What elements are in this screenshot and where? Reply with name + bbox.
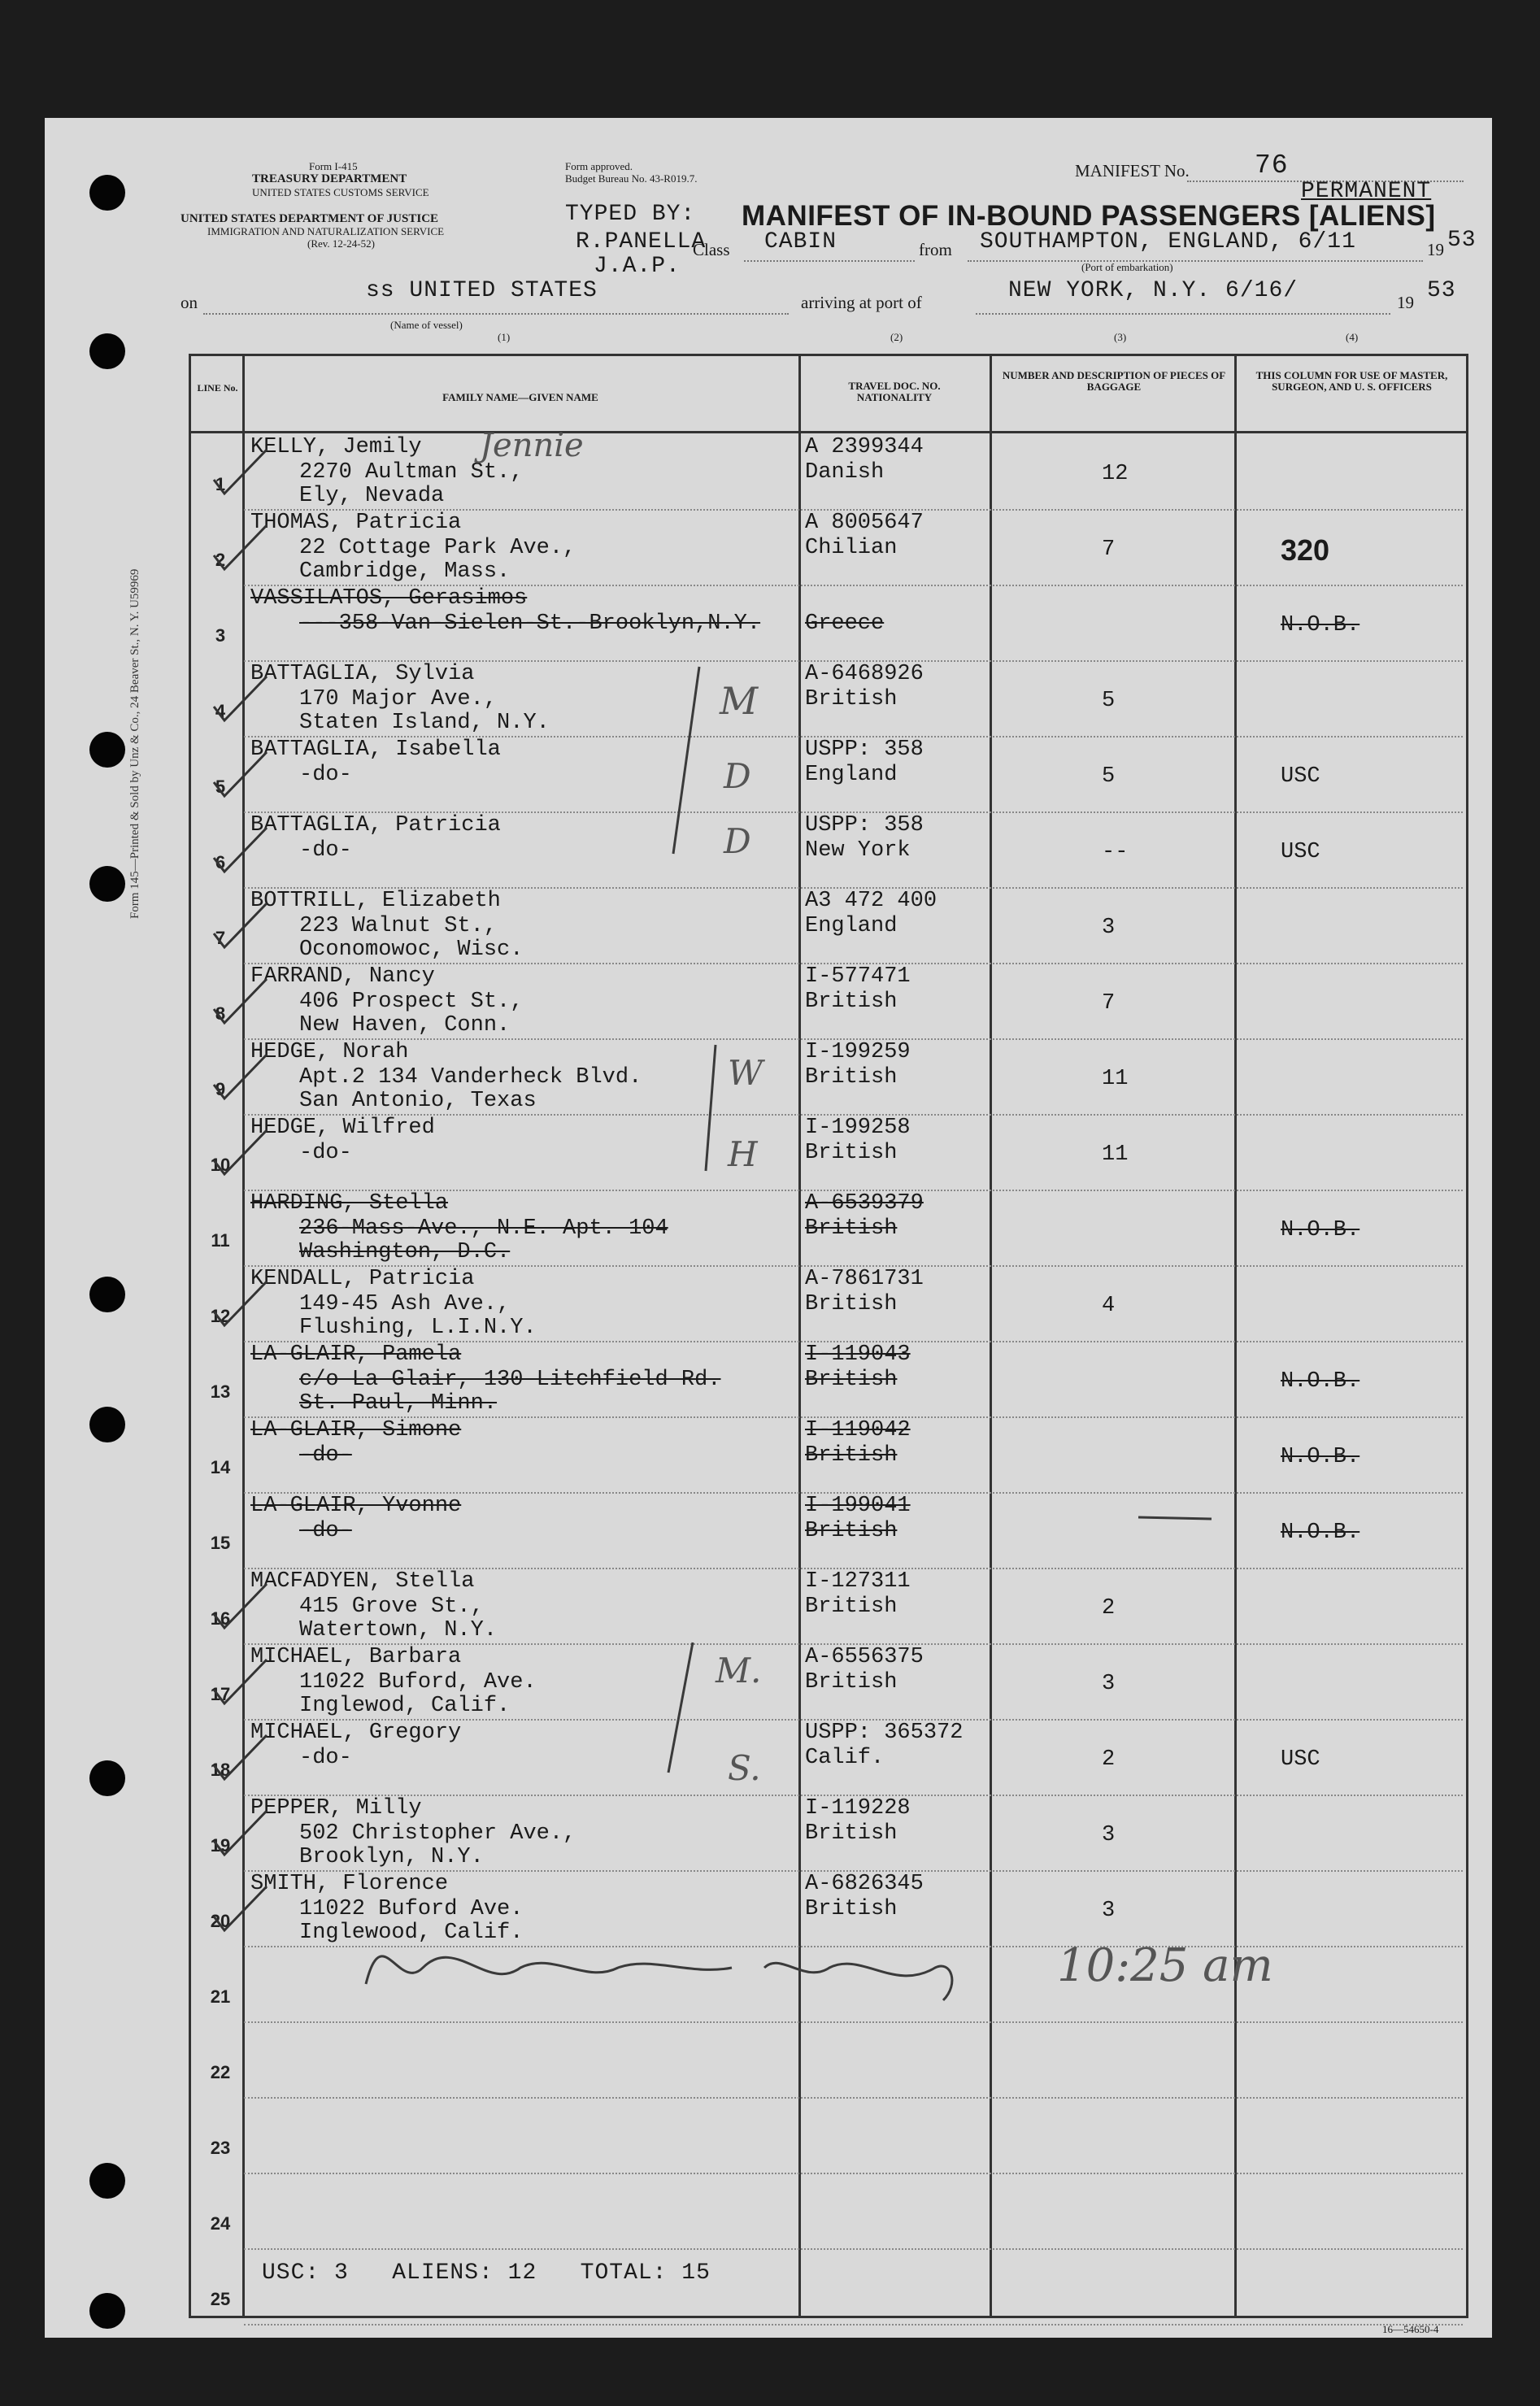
travel-doc-no: I-119042 — [805, 1418, 911, 1442]
travel-doc-no: USPP: 358 — [805, 737, 924, 762]
binder-hole-icon — [89, 1760, 125, 1796]
line-number: 5 — [215, 777, 226, 797]
totals-line: USC: 3 ALIENS: 12 TOTAL: 15 — [262, 2260, 711, 2286]
col-num-1: (1) — [498, 331, 511, 343]
arrival-port: NEW YORK, N.Y. 6/16/ — [1008, 278, 1299, 303]
baggage-count: 7 — [1102, 537, 1116, 562]
line-number: 17 — [210, 1684, 231, 1704]
travel-doc-no: A-6539379 — [805, 1191, 924, 1216]
travel-doc-no: A-6468926 — [805, 662, 924, 686]
passenger-name: SMITH, Florence — [250, 1872, 449, 1896]
binder-hole-icon — [89, 732, 125, 768]
travel-doc-no: A-7861731 — [805, 1267, 924, 1291]
line-number: 8 — [215, 1003, 226, 1024]
address-line-2: Washington, D.C. — [299, 1240, 511, 1264]
passenger-name: LA-GLAIR, Pamela — [250, 1342, 462, 1367]
table-row — [244, 2173, 1463, 2250]
line-number: 23 — [210, 2138, 231, 2158]
address-line-1: -do- — [299, 1141, 352, 1165]
typed-by: R.PANELLA — [576, 229, 707, 255]
line-number: 21 — [210, 1986, 231, 2007]
handwriting-m2: M. — [716, 1651, 762, 1690]
col-num-4: (4) — [1346, 331, 1359, 343]
binder-hole-icon — [89, 2163, 125, 2199]
line-number: 13 — [210, 1381, 231, 1402]
address-line-1: 11022 Buford, Ave. — [299, 1670, 537, 1695]
officer-notes: N.O.B. — [1281, 1445, 1360, 1469]
year-prefix: 19 — [1427, 240, 1444, 259]
passenger-name: LA-GLAIR, Simone — [250, 1418, 462, 1442]
checkmark-icon — [202, 746, 275, 803]
baggage-count: 5 — [1102, 689, 1116, 713]
line-number: 6 — [215, 852, 226, 872]
travel-doc-no: USPP: 358 — [805, 813, 924, 838]
address-line-1: 415 Grove St., — [299, 1595, 484, 1619]
address-line-2: Cambridge, Mass. — [299, 559, 511, 584]
table-row — [244, 2021, 1463, 2099]
col-num-2: (2) — [890, 331, 903, 343]
handwriting-w: W — [728, 1053, 763, 1093]
passenger-name: MICHAEL, Gregory — [250, 1721, 462, 1745]
line-number: 4 — [215, 701, 226, 721]
address-line-2: Watertown, N.Y. — [299, 1618, 498, 1642]
address-line-1: -do- — [299, 1746, 352, 1770]
line-number: 14 — [210, 1457, 231, 1477]
checkmark-icon — [202, 1804, 275, 1861]
nationality: Danish — [805, 460, 885, 485]
passenger-name: BATTAGLIA, Isabella — [250, 737, 501, 762]
passenger-name: MICHAEL, Barbara — [250, 1645, 462, 1669]
class-label: Class — [693, 240, 730, 259]
baggage-count: 12 — [1102, 462, 1129, 486]
address-line-1: -do- — [299, 1519, 352, 1543]
officer-notes: N.O.B. — [1281, 1521, 1360, 1545]
col-header-line-no: LINE No. — [197, 382, 238, 394]
line-number: 16 — [210, 1608, 231, 1629]
nationality: British — [805, 1595, 898, 1619]
baggage-count: 11 — [1102, 1142, 1129, 1167]
permanent-stamp: PERMANENT — [1301, 179, 1432, 204]
address-line-1: c/o La Glair, 130 Litchfield Rd. — [299, 1368, 721, 1392]
nationality: British — [805, 1141, 898, 1165]
address-line-1: 170 Major Ave., — [299, 687, 498, 711]
line-number: 10 — [210, 1155, 231, 1175]
nationality: British — [805, 1519, 898, 1543]
line-number: 19 — [210, 1835, 231, 1856]
address-line-1: ---358-Van-Sielen-St.-Brooklyn,N.Y. — [299, 611, 761, 636]
form-number: Form I-415 — [309, 160, 358, 172]
line-number: 9 — [215, 1079, 226, 1099]
checkmark-icon — [202, 670, 275, 727]
nationality: British — [805, 687, 898, 711]
arriving-label: arriving at port of — [801, 293, 922, 312]
baggage-count: 2 — [1102, 1747, 1116, 1772]
handwriting-m: M — [720, 679, 759, 723]
binder-hole-icon — [89, 1407, 125, 1442]
travel-doc-no: A 2399344 — [805, 435, 924, 459]
line-number: 20 — [210, 1911, 231, 1931]
address-line-2: Flushing, L.I.N.Y. — [299, 1316, 537, 1340]
revision-label: (Rev. 12-24-52) — [307, 237, 375, 250]
address-line-2: Brooklyn, N.Y. — [299, 1845, 484, 1869]
checkmark-icon — [202, 1729, 275, 1786]
line-number: 24 — [210, 2213, 231, 2234]
nationality: British — [805, 1670, 898, 1695]
immigration-label: IMMIGRATION AND NATURALIZATION SERVICE — [207, 225, 445, 237]
officer-notes: 320 — [1281, 533, 1330, 567]
col-header-officers: THIS COLUMN FOR USE OF MASTER, SURGEON, AND U. S. OFFICERS — [1255, 369, 1448, 393]
address-line-1: 406 Prospect St., — [299, 990, 524, 1014]
customs-label: UNITED STATES CUSTOMS SERVICE — [252, 186, 429, 198]
passenger-name: BATTAGLIA, Patricia — [250, 813, 501, 838]
table-row — [244, 2097, 1463, 2174]
handwriting-d: D — [724, 821, 751, 861]
nationality: England — [805, 914, 898, 938]
year-prefix-2: 19 — [1397, 293, 1414, 312]
passenger-name: KENDALL, Patricia — [250, 1267, 475, 1291]
officer-notes: N.O.B. — [1281, 1369, 1360, 1394]
baggage-count: 3 — [1102, 916, 1116, 940]
address-line-2: St. Paul, Minn. — [299, 1391, 498, 1416]
travel-doc-no: I-119043 — [805, 1342, 911, 1367]
checkmark-icon — [202, 1880, 275, 1937]
travel-doc-no: A-6826345 — [805, 1872, 924, 1896]
nationality: British — [805, 1443, 898, 1468]
travel-doc-no: A3 472 400 — [805, 889, 937, 913]
nationality: Greece — [805, 611, 885, 636]
typed-by-label: TYPED BY: — [565, 202, 696, 227]
line-number: 15 — [210, 1533, 231, 1553]
baggage-count: 3 — [1102, 1899, 1116, 1923]
line-number: 25 — [210, 2289, 231, 2309]
passenger-name: HEDGE, Norah — [250, 1040, 409, 1064]
embark-caption: (Port of embarkation) — [1081, 261, 1173, 273]
class-value: CABIN — [764, 229, 837, 255]
passenger-name: VASSILATOS, Gerasimos — [250, 586, 528, 611]
travel-doc-no: I-199259 — [805, 1040, 911, 1064]
baggage-count: 3 — [1102, 1672, 1116, 1696]
travel-doc-no: A-6556375 — [805, 1645, 924, 1669]
address-line-1: -do- — [299, 763, 352, 787]
travel-doc-no: I-199041 — [805, 1494, 911, 1518]
address-line-2: Ely, Nevada — [299, 484, 445, 508]
passenger-name: HARDING, Stella — [250, 1191, 449, 1216]
line-number: 7 — [215, 928, 226, 948]
embark-year: 53 — [1447, 228, 1477, 253]
line-number: 18 — [210, 1760, 231, 1780]
line-number: 2 — [215, 550, 226, 570]
vessel-name: ss UNITED STATES — [366, 278, 598, 303]
checkmark-icon — [202, 1048, 275, 1105]
checkmark-icon — [202, 1577, 275, 1634]
checkmark-icon — [202, 972, 275, 1029]
handwritten-name-correction: Jennie — [480, 427, 584, 464]
line-number: 11 — [211, 1230, 230, 1251]
nationality: Chilian — [805, 536, 898, 560]
checkmark-icon — [202, 897, 275, 954]
address-line-2: Staten Island, N.Y. — [299, 711, 550, 735]
binder-hole-icon — [89, 866, 125, 902]
address-line-2: Inglewood, Calif. — [299, 1921, 524, 1945]
passenger-name: THOMAS, Patricia — [250, 511, 462, 535]
nationality: British — [805, 1897, 898, 1921]
checkmark-icon — [202, 821, 275, 878]
nationality: Calif. — [805, 1746, 885, 1770]
table-row — [244, 1946, 1463, 2023]
binder-hole-icon — [89, 2293, 125, 2329]
address-line-1: 11022 Buford Ave. — [299, 1897, 524, 1921]
passenger-name: MACFADYEN, Stella — [250, 1569, 475, 1594]
treasury-label: TREASURY DEPARTMENT — [252, 172, 407, 185]
baggage-count: 11 — [1102, 1067, 1129, 1091]
nationality: British — [805, 1065, 898, 1090]
address-line-1: Apt.2 134 Vanderheck Blvd. — [299, 1065, 642, 1090]
address-line-1: -do- — [299, 1443, 352, 1468]
binder-hole-icon — [89, 333, 125, 369]
arrival-year: 53 — [1427, 278, 1456, 303]
baggage-count: -- — [1102, 840, 1129, 864]
travel-doc-no: I-119228 — [805, 1796, 911, 1821]
baggage-count: 4 — [1102, 1294, 1116, 1318]
checkmark-icon — [202, 519, 275, 576]
nationality: British — [805, 990, 898, 1014]
typed-by-initials: J.A.P. — [594, 254, 681, 279]
budget-bureau: Budget Bureau No. 43-R019.7. — [565, 172, 698, 185]
nationality: New York — [805, 838, 911, 863]
officer-notes: N.O.B. — [1281, 613, 1360, 637]
line-number: 12 — [210, 1306, 231, 1326]
passenger-name: BATTAGLIA, Sylvia — [250, 662, 475, 686]
officer-notes: USC — [1281, 1747, 1320, 1772]
baggage-count: 5 — [1102, 764, 1116, 789]
col-header-travel-doc: TRAVEL DOC. NO. NATIONALITY — [848, 380, 941, 403]
manifest-number: 76 — [1255, 150, 1289, 181]
nationality: British — [805, 1368, 898, 1392]
manifest-no-label: MANIFEST No. — [1075, 161, 1190, 181]
binder-hole-icon — [89, 1277, 125, 1312]
handwriting-h: H — [728, 1134, 758, 1174]
passenger-name: LA-GLAIR, Yvonne — [250, 1494, 462, 1518]
form-code: 16—54650-4 — [1382, 2323, 1439, 2335]
address-line-2: New Haven, Conn. — [299, 1013, 511, 1038]
address-line-1: 2270 Aultman St., — [299, 460, 524, 485]
passenger-name: BOTTRILL, Elizabeth — [250, 889, 501, 913]
line-number: 22 — [210, 2062, 231, 2082]
address-line-1: 236-Mass-Ave., N.E. Apt. 104 — [299, 1216, 668, 1241]
from-label: from — [919, 240, 952, 259]
passenger-name: KELLY, Jemily — [250, 435, 422, 459]
baggage-count: 2 — [1102, 1596, 1116, 1621]
form-approved: Form approved. — [565, 160, 633, 172]
baggage-count: 7 — [1102, 991, 1116, 1016]
col-num-3: (3) — [1114, 331, 1127, 343]
passenger-name: HEDGE, Wilfred — [250, 1116, 435, 1140]
nationality: England — [805, 763, 898, 787]
col-header-name: FAMILY NAME—GIVEN NAME — [442, 391, 598, 403]
binder-hole-icon — [89, 175, 125, 211]
travel-doc-no: USPP: 365372 — [805, 1721, 964, 1745]
line-number: 3 — [215, 625, 226, 646]
passenger-name: FARRAND, Nancy — [250, 964, 435, 989]
handwriting-d: D — [724, 756, 751, 796]
travel-doc-no: I-199258 — [805, 1116, 911, 1140]
address-line-1: 223 Walnut St., — [299, 914, 498, 938]
page-title: MANIFEST OF IN-BOUND PASSENGERS [ALIENS] — [742, 200, 1436, 232]
address-line-2: San Antonio, Texas — [299, 1089, 537, 1113]
travel-doc-no: I-577471 — [805, 964, 911, 989]
checkmark-icon — [202, 443, 275, 500]
address-line-1: 149-45 Ash Ave., — [299, 1292, 511, 1316]
travel-doc-no: I-127311 — [805, 1569, 911, 1594]
vessel-caption: (Name of vessel) — [390, 319, 463, 331]
baggage-count: 3 — [1102, 1823, 1116, 1847]
checkmark-icon — [202, 1275, 275, 1332]
address-line-2: Oconomowoc, Wisc. — [299, 938, 524, 962]
port-of-embarkation: SOUTHAMPTON, ENGLAND, 6/11 — [980, 229, 1356, 255]
printer-imprint: Form 145—Printed & Sold by Unz & Co., 24 Beaver St., N. Y. U59969 — [128, 568, 141, 919]
travel-doc-no: A 8005647 — [805, 511, 924, 535]
officer-notes: N.O.B. — [1281, 1218, 1360, 1242]
line-number: 1 — [215, 474, 226, 494]
address-line-1: 22 Cottage Park Ave., — [299, 536, 576, 560]
checkmark-icon — [202, 1653, 275, 1710]
handwriting-s: S. — [728, 1748, 761, 1788]
checkmark-icon — [202, 1124, 275, 1181]
justice-label: UNITED STATES DEPARTMENT OF JUSTICE — [181, 212, 439, 225]
nationality: British — [805, 1821, 898, 1846]
address-line-1: -do- — [299, 838, 352, 863]
handwriting-time: 10:25 am — [1057, 1939, 1273, 1992]
address-line-1: 502 Christopher Ave., — [299, 1821, 576, 1846]
officer-notes: USC — [1281, 764, 1320, 789]
address-line-2: Inglewod, Calif. — [299, 1694, 511, 1718]
nationality: British — [805, 1292, 898, 1316]
officer-notes: USC — [1281, 840, 1320, 864]
passenger-name: PEPPER, Milly — [250, 1796, 422, 1821]
nationality: British — [805, 1216, 898, 1241]
on-label: on — [181, 293, 198, 312]
col-header-baggage: NUMBER AND DESCRIPTION OF PIECES OF BAGGAGE — [1002, 369, 1226, 393]
